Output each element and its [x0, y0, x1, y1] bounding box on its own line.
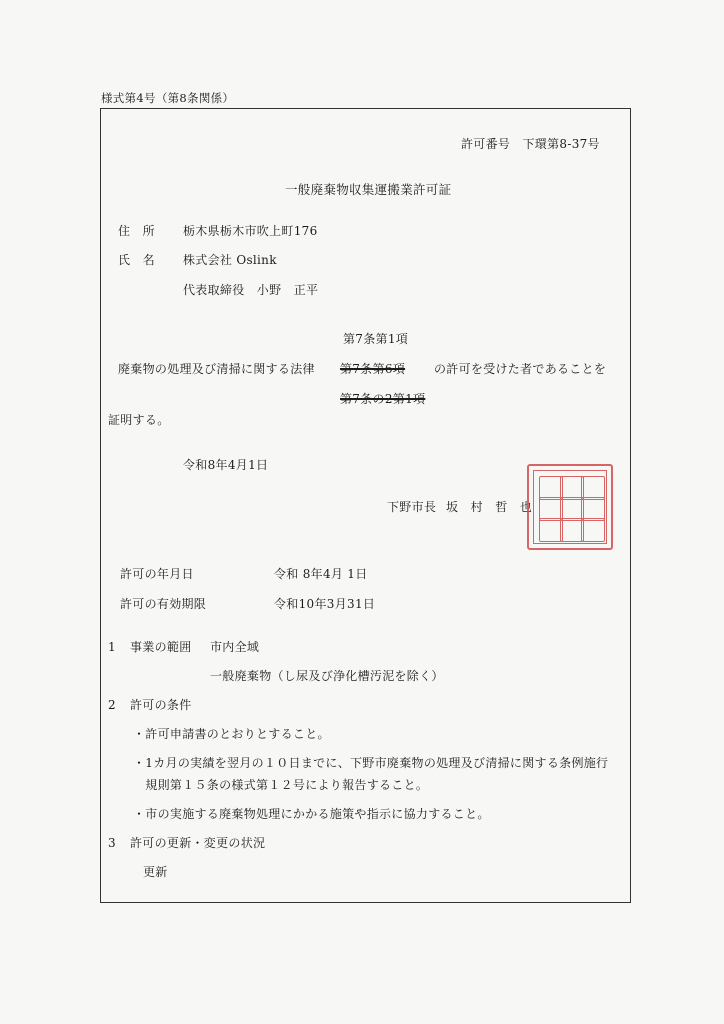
- document-title: 一般廃棄物収集運搬業許可証: [285, 182, 452, 197]
- certify-text: 証明する。: [108, 413, 170, 427]
- section-2-label: 許可の条件: [130, 698, 192, 712]
- section-2-number: 2: [108, 698, 116, 712]
- section-1-label: 事業の範囲: [130, 640, 192, 654]
- permit-number: 許可番号 下環第8-37号: [461, 137, 600, 151]
- section-1-area: 市内全域: [210, 640, 260, 654]
- section-3-status: 更新: [143, 865, 168, 879]
- law-suffix: の許可を受けた者であることを: [434, 362, 607, 376]
- condition-item: 規則第１５条の様式第１２号により報告すること。: [133, 778, 429, 792]
- permit-date-value: 令和 8年4月 1日: [274, 567, 368, 581]
- expiry-label: 許可の有効期限: [120, 597, 207, 611]
- issuer-name: 坂 村 哲 也: [446, 500, 533, 514]
- issuer-title: 下野市長: [387, 500, 437, 514]
- condition-item: ・許可申請書のとおりとすること。: [133, 727, 330, 741]
- address-label: 住 所: [118, 224, 155, 238]
- law-clause-struck-2: 第7条の2第1項: [340, 392, 426, 406]
- official-seal-stamp: [527, 464, 613, 550]
- name-label: 氏 名: [118, 253, 155, 267]
- section-1-detail: 一般廃棄物（し尿及び浄化槽汚泥を除く）: [210, 669, 444, 683]
- section-3-number: 3: [108, 836, 116, 850]
- form-label: 様式第4号（第8条関係）: [101, 91, 235, 105]
- representative-name: 代表取締役 小野 正平: [183, 283, 319, 297]
- condition-item: ・1カ月の実績を翌月の１０日までに、下野市廃棄物の処理及び清掃に関する条例施行: [133, 756, 609, 770]
- permit-date-label: 許可の年月日: [120, 567, 194, 581]
- condition-item: ・市の実施する廃棄物処理にかかる施策や指示に協力すること。: [133, 807, 490, 821]
- section-3-label: 許可の更新・変更の状況: [130, 836, 266, 850]
- law-clause-active: 第7条第1項: [343, 332, 409, 346]
- expiry-value: 令和10年3月31日: [274, 597, 376, 611]
- law-prefix: 廃棄物の処理及び清掃に関する法律: [118, 362, 315, 376]
- company-name: 株式会社 Oslink: [183, 253, 277, 267]
- address-value: 栃木県栃木市吹上町176: [183, 224, 318, 238]
- issue-date: 令和8年4月1日: [183, 458, 269, 472]
- section-1-number: 1: [108, 640, 116, 654]
- law-clause-struck-1: 第7条第6項: [340, 362, 406, 376]
